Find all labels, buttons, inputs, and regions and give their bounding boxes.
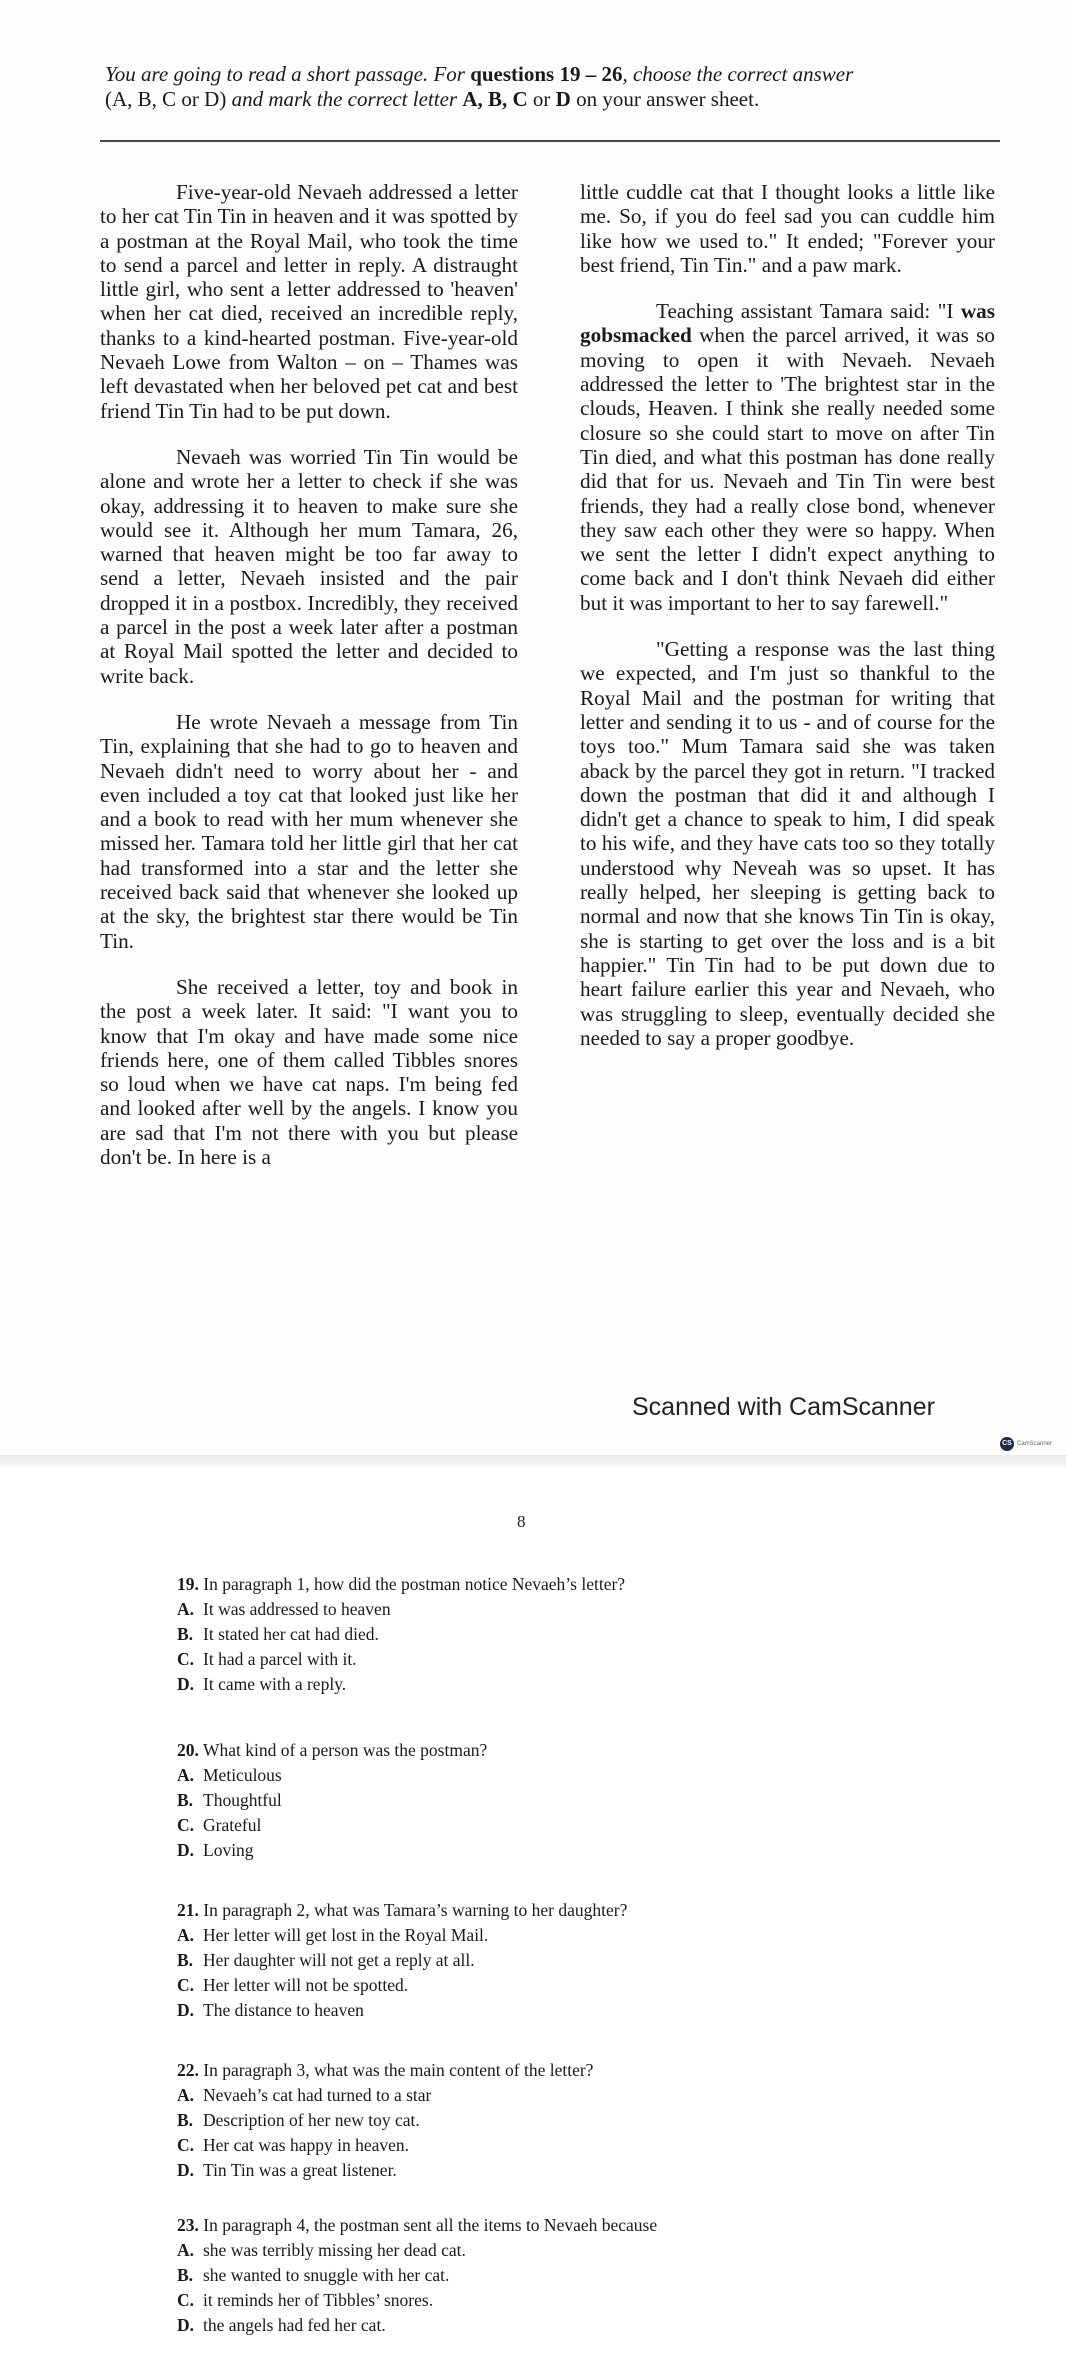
option-letter: D. bbox=[177, 2160, 195, 2180]
question-19 bbox=[177, 1572, 957, 1697]
question-20 bbox=[177, 1738, 957, 1863]
question-stem bbox=[177, 2213, 957, 2238]
option-text: she wanted to snuggle with her cat. bbox=[203, 2265, 450, 2285]
option-c[interactable] bbox=[179, 2288, 957, 2313]
option-text: the angels had fed her cat. bbox=[203, 2315, 386, 2335]
option-text: It was addressed to heaven bbox=[203, 1599, 391, 1619]
camscanner-badge bbox=[1000, 1437, 1058, 1451]
passage-left-column bbox=[100, 180, 518, 1191]
option-d[interactable] bbox=[179, 2313, 957, 2338]
instructions-letters: A, B, C bbox=[462, 87, 528, 111]
option-letter: A. bbox=[177, 1599, 195, 1619]
question-number: 19. bbox=[177, 1574, 199, 1594]
option-text: she was terribly missing her dead cat. bbox=[203, 2240, 466, 2260]
option-b[interactable] bbox=[179, 2108, 957, 2133]
option-letter: B. bbox=[177, 1950, 194, 1970]
option-c[interactable] bbox=[179, 1813, 957, 1838]
option-text: The distance to heaven bbox=[203, 2000, 364, 2020]
option-text: Her letter will not be spotted. bbox=[203, 1975, 409, 1995]
option-letter: D. bbox=[177, 2000, 195, 2020]
option-letter: C. bbox=[177, 1975, 195, 1995]
option-a[interactable] bbox=[179, 2238, 957, 2263]
option-letter: C. bbox=[177, 1649, 195, 1669]
question-number: 22. bbox=[177, 2060, 199, 2080]
question-stem bbox=[177, 2058, 957, 2083]
option-d[interactable] bbox=[179, 1838, 957, 1863]
instructions-question-range: questions 19 – 26 bbox=[470, 62, 623, 86]
question-23 bbox=[177, 2213, 957, 2338]
option-text: Meticulous bbox=[203, 1765, 282, 1785]
instructions-text: on your answer sheet. bbox=[570, 87, 760, 111]
option-letter: B. bbox=[177, 1790, 194, 1810]
option-d[interactable] bbox=[179, 1672, 957, 1697]
instructions-text: , choose the correct answer bbox=[622, 62, 854, 86]
option-text: Her daughter will not get a reply at all. bbox=[203, 1950, 475, 1970]
question-text: In paragraph 1, how did the postman notice Nevaeh’s letter? bbox=[203, 1574, 626, 1594]
option-a[interactable] bbox=[179, 1923, 957, 1948]
instructions-text: You are going to read a short passage. For bbox=[105, 62, 471, 86]
option-b[interactable] bbox=[179, 1622, 957, 1647]
option-c[interactable] bbox=[179, 1647, 957, 1672]
question-text: In paragraph 3, what was the main content of the letter? bbox=[203, 2060, 594, 2080]
instructions-text: or bbox=[527, 87, 556, 111]
option-letter: B. bbox=[177, 2110, 194, 2130]
instructions-letter-d: D bbox=[555, 87, 571, 111]
option-c[interactable] bbox=[179, 1973, 957, 1998]
question-text: What kind of a person was the postman? bbox=[202, 1740, 488, 1760]
option-d[interactable] bbox=[179, 1998, 957, 2023]
camscanner-watermark: Scanned with CamScanner bbox=[632, 1393, 935, 1421]
option-text: Thoughtful bbox=[203, 1790, 282, 1810]
question-number: 20. bbox=[177, 1740, 199, 1760]
option-text: it reminds her of Tibbles’ snores. bbox=[203, 2290, 434, 2310]
option-letter: A. bbox=[177, 1765, 195, 1785]
passage-paragraph-1: Five-year-old Nevaeh addressed a letter to her cat Tin Tin in heaven and it was spotted by a postman at the Royal Mail, who took the time to send a parcel and letter in reply. A distraught little girl, who sent a letter addressed to 'heaven' when her cat died, received an incredible reply, thanks to a kind-hearted postman. Five-year-old Nevaeh Lowe from Walton – on – Thames was left devastated when her beloved pet cat and best friend Tin Tin had to be put down. bbox=[100, 180, 518, 423]
instructions-text: and mark the correct letter bbox=[226, 87, 463, 111]
paragraph-text: Teaching assistant Tamara said: "I bbox=[656, 299, 961, 324]
option-text: Nevaeh’s cat had turned to a star bbox=[203, 2085, 432, 2105]
option-letter: D. bbox=[177, 1840, 195, 1860]
option-letter: A. bbox=[177, 2085, 195, 2105]
instructions bbox=[105, 62, 1015, 112]
option-letter: A. bbox=[177, 1925, 195, 1945]
question-number: 23. bbox=[177, 2215, 199, 2235]
page-separator bbox=[0, 1455, 1066, 1467]
passage-paragraph-2: Nevaeh was worried Tin Tin would be alone and wrote her a letter to check if she was okay, addressing it to heaven to make sure she would see it. Although her mum Tamara, 26, warned that heaven might be too far away to send a letter, Nevaeh insisted and the pair dropped it in a postbox. Incredibly, they received a parcel in the post a week later after a postman at Royal Mail spotted the letter and decided to write back. bbox=[100, 444, 518, 688]
option-letter: B. bbox=[177, 1624, 194, 1644]
question-stem bbox=[177, 1898, 957, 1923]
option-text: Loving bbox=[203, 1840, 254, 1860]
option-text: Her cat was happy in heaven. bbox=[203, 2135, 410, 2155]
option-text: It stated her cat had died. bbox=[203, 1624, 379, 1644]
question-text: In paragraph 2, what was Tamara’s warning to her daughter? bbox=[203, 1900, 628, 1920]
option-a[interactable] bbox=[179, 1597, 957, 1622]
question-number: 21. bbox=[177, 1900, 199, 1920]
camscanner-badge-text: CamScanner bbox=[1017, 1441, 1053, 1447]
option-text: Her letter will get lost in the Royal Mail. bbox=[203, 1925, 489, 1945]
passage-paragraph-4-continued: little cuddle cat that I thought looks a little like me. So, if you do feel sad you can cuddle him like how we used to." It ended; "Forever your best friend, Tin Tin." and a paw mark. bbox=[580, 180, 995, 277]
divider-line bbox=[100, 140, 1000, 142]
passage-right-column bbox=[580, 180, 995, 1072]
passage-paragraph-3: He wrote Nevaeh a message from Tin Tin, explaining that she had to go to heaven and Nevaeh didn't need to worry about her - and even included a toy cat that looked just like her and a book to read with her mum whenever she missed her. Tamara told her little girl that her cat had transformed into a star and the letter she received back said that whenever she looked up at the sky, the brightest star there would be Tin Tin. bbox=[100, 709, 518, 953]
option-letter: A. bbox=[177, 2240, 195, 2260]
option-letter: B. bbox=[177, 2265, 194, 2285]
bold-phrase: was gobsmacked bbox=[580, 299, 995, 348]
option-letter: D. bbox=[177, 1674, 195, 1694]
page-number: 8 bbox=[517, 1512, 526, 1531]
option-text: It came with a reply. bbox=[203, 1674, 347, 1694]
question-text: In paragraph 4, the postman sent all the items to Nevaeh because bbox=[203, 2215, 658, 2235]
camscanner-logo-icon: CS bbox=[1000, 1437, 1014, 1451]
option-text: Tin Tin was a great listener. bbox=[203, 2160, 397, 2180]
option-text: Grateful bbox=[203, 1815, 262, 1835]
question-stem bbox=[177, 1572, 957, 1597]
option-b[interactable] bbox=[179, 1948, 957, 1973]
passage-paragraph-5 bbox=[580, 299, 995, 615]
option-b[interactable] bbox=[179, 1788, 957, 1813]
option-a[interactable] bbox=[179, 1763, 957, 1788]
question-22 bbox=[177, 2058, 957, 2183]
question-21 bbox=[177, 1898, 957, 2023]
option-text: Description of her new toy cat. bbox=[203, 2110, 420, 2130]
question-stem bbox=[177, 1738, 957, 1763]
option-letter: D. bbox=[177, 2315, 195, 2335]
paragraph-text: when the parcel arrived, it was so moving to open it with Nevaeh. Nevaeh addressed the letter to 'The brightest star in the clouds, Heaven. I think she really needed some closure so she could start to move on after Tin Tin died, and what this postman has done really did that for us. Nevaeh and Tin Tin were best friends, they had a really close bond, whenever they saw each other they were so happy. When we sent the letter I didn't expect anything to come back and I don't think Nevaeh did either but it was important to her to say farewell." bbox=[580, 323, 995, 615]
option-d[interactable] bbox=[179, 2158, 957, 2183]
option-b[interactable] bbox=[179, 2263, 957, 2288]
option-letter: C. bbox=[177, 1815, 195, 1835]
option-letter: C. bbox=[177, 2290, 195, 2310]
option-letter: C. bbox=[177, 2135, 195, 2155]
passage-paragraph-6: "Getting a response was the last thing we expected, and I'm just so thankful to the Royal Mail and the postman for writing that letter and sending it to us - and of course for the toys too." Mum Tamara said she was taken aback by the parcel they got in return. "I tracked down the postman that did it and although I didn't get a chance to speak to him, I did speak to his wife, and they have cats too so they totally understood why Neveah was so upset. It has really helped, her sleeping is getting back to normal and now that she knows Tin Tin is okay, she is starting to get over the loss and is a bit happier." Tin Tin had to be put down due to heart failure earlier this year and Nevaeh, who was struggling to sleep, eventually decided she needed to say a proper goodbye. bbox=[580, 637, 995, 1050]
option-c[interactable] bbox=[179, 2133, 957, 2158]
option-text: It had a parcel with it. bbox=[203, 1649, 357, 1669]
option-a[interactable] bbox=[179, 2083, 957, 2108]
instructions-choices: (A, B, C or D) bbox=[105, 87, 227, 111]
passage-paragraph-4: She received a letter, toy and book in the post a week later. It said: "I want you to know that I'm okay and have made some nice friends here, one of them called Tibbles snores so loud when we have cat naps. I'm being fed and looked after well by the angels. I know you are sad that I'm not there with you but please don't be. In here is a bbox=[100, 974, 518, 1169]
